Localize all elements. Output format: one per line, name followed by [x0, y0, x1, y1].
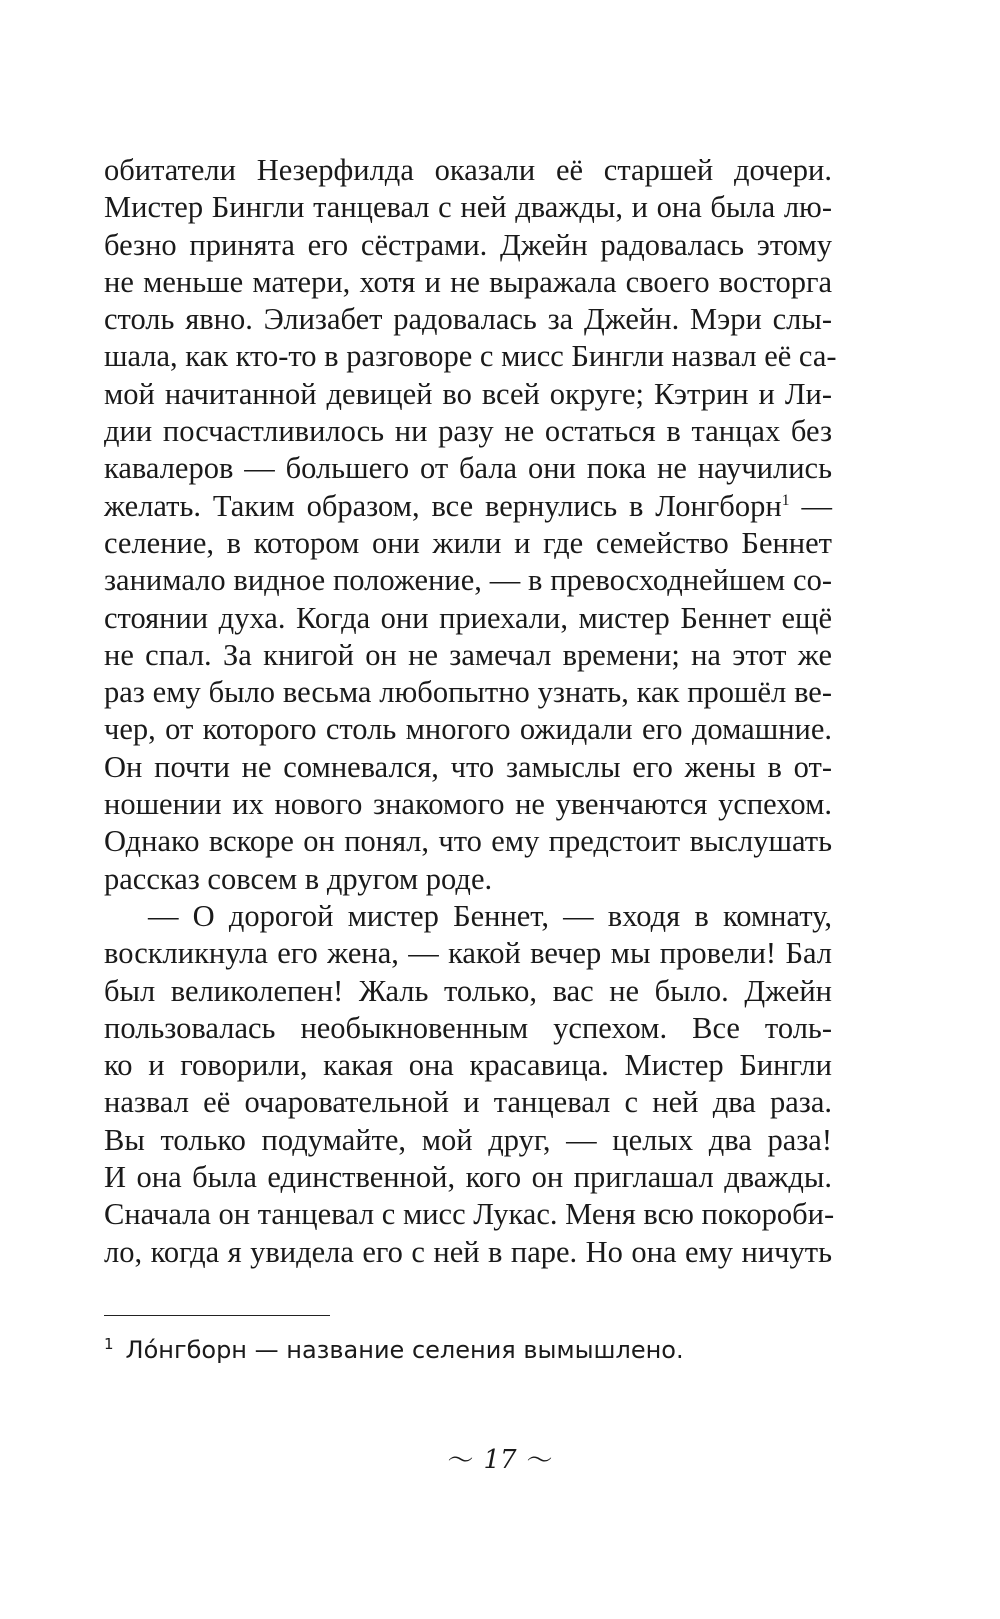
- text-line-with-footnote: [104, 488, 832, 525]
- page-number: [0, 1440, 1000, 1481]
- text-line: был великолепен! Жаль только, вас не было. Джейн: [104, 973, 832, 1008]
- text-line: чер, от которого столь многого ожидали его домашние.: [104, 712, 832, 747]
- text-line: пользовалась необыкновенным успехом. Все толь-: [104, 1010, 832, 1045]
- text-line: мой начитанной девицей во всей округе; Кэтрин и Ли-: [104, 376, 832, 411]
- text-line: не спал. За книгой он не замечал времени; на этот же: [104, 637, 832, 672]
- left-ornament-icon: 〜: [447, 1446, 474, 1476]
- text-line: Мистер Бингли танцевал с ней дважды, и она была лю-: [104, 190, 832, 225]
- text-line: стоянии духа. Когда они приехали, мистер Беннет ещё: [104, 600, 832, 635]
- text-line: не меньше матери, хотя и не выражала своего восторга: [104, 264, 832, 299]
- text-line: — О дорогой мистер Беннет, — входя в комнату,: [148, 898, 832, 933]
- footnote-number: 1: [104, 1335, 114, 1353]
- text-line: рассказ совсем в другом роде.: [104, 861, 493, 896]
- text-line: ко и говорили, какая она красавица. Мистер Бингли: [104, 1048, 832, 1083]
- main-text: [104, 152, 837, 1271]
- footnote: [104, 1335, 684, 1365]
- text-line: Однако вскоре он понял, что ему предстоит выслушать: [104, 824, 832, 859]
- text-line: Вы только подумайте, мой друг, — целых два раза!: [104, 1122, 832, 1157]
- text-line: воскликнула его жена, — какой вечер мы провели! Бал: [104, 936, 832, 971]
- text-line: Он почти не сомневался, что замыслы его жены в от-: [104, 749, 832, 784]
- text-line: ношении их нового знакомого не увенчаются успехом.: [104, 787, 832, 822]
- text-line: столь явно. Элизабет радовалась за Джейн. Мэри слы-: [104, 302, 832, 337]
- text-line: шала, как кто-то в разговоре с мисс Бингли назвал её са-: [104, 339, 837, 374]
- text-line: селение, в котором они жили и где семейство Беннет: [104, 525, 832, 560]
- text-line: назвал её очаровательной и танцевал с ней два раза.: [104, 1085, 832, 1120]
- page-number-value: 17: [483, 1445, 517, 1475]
- text-line: раз ему было весьма любопытно узнать, как прошёл ве-: [104, 675, 832, 710]
- text-line: И она была единственной, кого он приглашал дважды.: [104, 1160, 832, 1195]
- text-line: ло, когда я увидела его с ней в паре. Но она ему ничуть: [104, 1234, 832, 1269]
- text-line: кавалеров — большего от бала они пока не научились: [104, 451, 832, 486]
- footnote-reference: 1: [781, 491, 790, 509]
- text-line: обитатели Незерфилда оказали её старшей дочери.: [104, 153, 832, 187]
- text-line-tail: —: [801, 488, 833, 523]
- text-line-content: желать. Таким образом, все вернулись в Лонгборн: [104, 488, 782, 523]
- footnote-text: Ло́нгборн — название селения вымышлено.: [125, 1336, 684, 1364]
- text-line: Сначала он танцевал с мисс Лукас. Меня всю покороби-: [104, 1197, 835, 1232]
- text-line: безно принята его сёстрами. Джейн радовалась этому: [104, 227, 832, 262]
- text-line: занимало видное положение, — в превосходнейшем со-: [104, 563, 832, 598]
- text-line: дии посчастливилось ни разу не остаться в танцах без: [104, 414, 832, 449]
- footnote-separator: [104, 1315, 330, 1316]
- right-ornament-icon: 〜: [526, 1446, 553, 1476]
